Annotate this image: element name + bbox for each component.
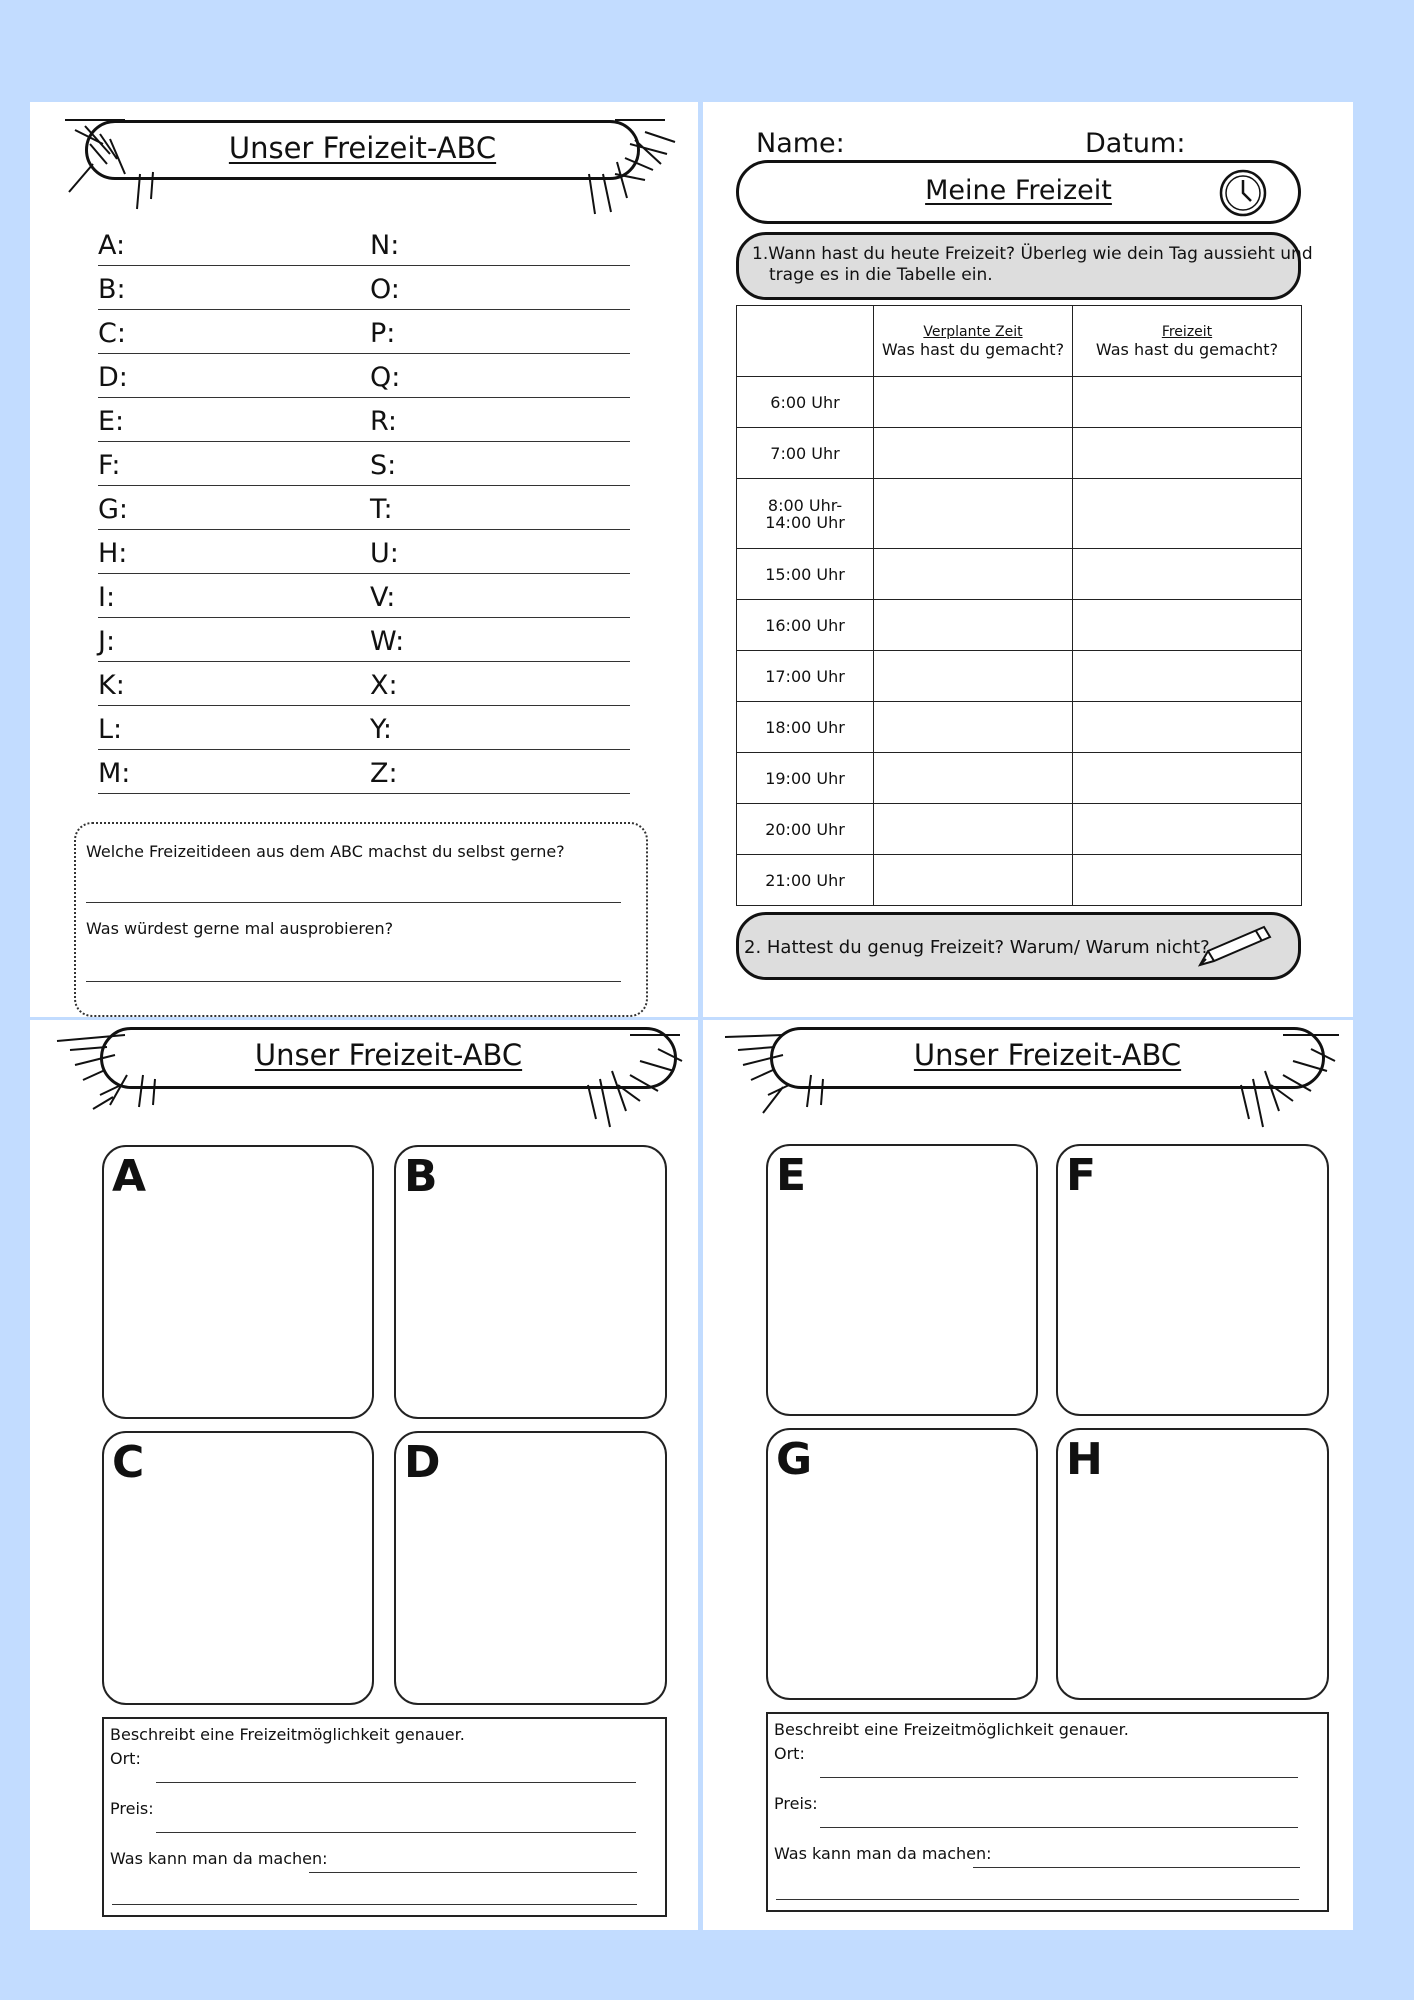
- page-title: Unser Freizeit-ABC: [228, 131, 497, 165]
- question-1: Welche Freizeitideen aus dem ABC machst du selbst gerne?: [86, 842, 565, 861]
- abc-letter-label: D:: [98, 362, 128, 393]
- ort-label: Ort:: [110, 1749, 141, 1768]
- worksheet-abc-cards-a-d: [30, 1020, 698, 1930]
- abc-row-left[interactable]: [98, 442, 376, 486]
- machen-label: Was kann man da machen:: [774, 1844, 992, 1863]
- name-label: Name:: [756, 128, 845, 159]
- abc-row-left[interactable]: [98, 222, 376, 266]
- page-title: Meine Freizeit: [925, 175, 1112, 206]
- clock-icon: [1218, 168, 1268, 218]
- abc-letter-label: H:: [98, 538, 128, 569]
- schedule-row: [737, 804, 1302, 855]
- abc-row-left[interactable]: [98, 354, 376, 398]
- card-c[interactable]: [102, 1431, 374, 1705]
- abc-row-right[interactable]: [370, 398, 630, 442]
- answer-line-2[interactable]: [86, 981, 621, 982]
- time-cell: 20:00 Uhr: [737, 804, 874, 855]
- machen-line[interactable]: [973, 1867, 1300, 1868]
- free-time-cell[interactable]: [1073, 651, 1302, 702]
- machen-label: Was kann man da machen:: [110, 1849, 328, 1868]
- abc-letter-label: T:: [370, 494, 393, 525]
- schedule-row: [737, 549, 1302, 600]
- ort-line[interactable]: [156, 1782, 636, 1783]
- preis-line[interactable]: [156, 1832, 636, 1833]
- card-letter: A: [112, 1151, 147, 1202]
- abc-letter-label: V:: [370, 582, 396, 613]
- answer-line-1[interactable]: [86, 902, 621, 903]
- abc-letter-label: J:: [98, 626, 116, 657]
- time-cell: 17:00 Uhr: [737, 651, 874, 702]
- schedule-row: [737, 479, 1302, 549]
- abc-row-left[interactable]: [98, 486, 376, 530]
- description-title: Beschreibt eine Freizeitmöglichkeit genauer.: [774, 1720, 1129, 1739]
- abc-row-right[interactable]: [370, 222, 630, 266]
- abc-letter-label: Q:: [370, 362, 401, 393]
- planned-time-title: Verplante Zeit: [923, 323, 1023, 340]
- card-a[interactable]: [102, 1145, 374, 1419]
- abc-letter-label: Z:: [370, 758, 398, 789]
- free-time-cell[interactable]: [1073, 600, 1302, 651]
- card-f[interactable]: [1056, 1144, 1329, 1416]
- abc-row-left[interactable]: [98, 398, 376, 442]
- abc-row-right[interactable]: [370, 442, 630, 486]
- card-letter: G: [776, 1434, 813, 1485]
- abc-letter-label: I:: [98, 582, 116, 613]
- time-cell: 8:00 Uhr- 14:00 Uhr: [737, 479, 874, 549]
- abc-row-right[interactable]: [370, 310, 630, 354]
- abc-letter-label: G:: [98, 494, 129, 525]
- free-time-title: Freizeit: [1161, 323, 1213, 340]
- planned-time-subtitle: Was hast du gemacht?: [881, 339, 1065, 359]
- free-time-cell[interactable]: [1073, 702, 1302, 753]
- planned-time-cell[interactable]: [874, 428, 1073, 479]
- abc-letter-label: B:: [98, 274, 126, 305]
- card-letter: D: [404, 1437, 441, 1488]
- free-time-cell[interactable]: [1073, 377, 1302, 428]
- task-2-instruction: [736, 912, 1301, 980]
- time-cell: 16:00 Uhr: [737, 600, 874, 651]
- abc-letter-label: E:: [98, 406, 125, 437]
- preis-label: Preis:: [110, 1799, 154, 1818]
- pencil-icon: [1194, 921, 1274, 971]
- ort-line[interactable]: [820, 1777, 1298, 1778]
- description-box: [102, 1717, 667, 1917]
- schedule-row: [737, 428, 1302, 479]
- card-letter: B: [404, 1151, 438, 1202]
- sun-rays-left-decoration: [723, 1025, 843, 1135]
- schedule-row: [737, 855, 1302, 906]
- sun-rays-left-decoration: [55, 1025, 175, 1135]
- time-cell: 21:00 Uhr: [737, 855, 874, 906]
- abc-letter-label: U:: [370, 538, 399, 569]
- header-free-time: [1073, 306, 1302, 377]
- planned-time-cell[interactable]: [874, 855, 1073, 906]
- planned-time-cell[interactable]: [874, 753, 1073, 804]
- date-label: Datum:: [1085, 128, 1186, 159]
- planned-time-cell[interactable]: [874, 651, 1073, 702]
- page-title: Unser Freizeit-ABC: [913, 1038, 1182, 1072]
- abc-row-right[interactable]: [370, 662, 630, 706]
- abc-row-right[interactable]: [370, 618, 630, 662]
- description-box: [766, 1712, 1329, 1912]
- abc-letter-label: F:: [98, 450, 121, 481]
- free-time-cell[interactable]: [1073, 428, 1302, 479]
- sun-rays-right-decoration: [1223, 1025, 1343, 1135]
- ort-label: Ort:: [774, 1744, 805, 1763]
- card-letter: E: [776, 1150, 807, 1201]
- planned-time-cell[interactable]: [874, 549, 1073, 600]
- task-1-line-1: 1.Wann hast du heute Freizeit? Überleg wie dein Tag aussieht und: [752, 244, 1313, 264]
- card-letter: C: [112, 1437, 145, 1488]
- planned-time-cell[interactable]: [874, 804, 1073, 855]
- free-time-cell[interactable]: [1073, 753, 1302, 804]
- planned-time-cell[interactable]: [874, 479, 1073, 549]
- schedule-row: [737, 702, 1302, 753]
- corner-cell: [737, 306, 874, 377]
- free-time-cell[interactable]: [1073, 804, 1302, 855]
- page-title: Unser Freizeit-ABC: [254, 1038, 523, 1072]
- free-time-cell[interactable]: [1073, 855, 1302, 906]
- abc-row-left[interactable]: [98, 706, 376, 750]
- sun-rays-right-decoration: [570, 1025, 690, 1135]
- planned-time-cell[interactable]: [874, 702, 1073, 753]
- schedule-row: [737, 600, 1302, 651]
- card-e[interactable]: [766, 1144, 1038, 1416]
- abc-letter-label: X:: [370, 670, 398, 701]
- abc-row-right[interactable]: [370, 574, 630, 618]
- time-cell: 7:00 Uhr: [737, 428, 874, 479]
- abc-row-right[interactable]: [370, 266, 630, 310]
- abc-row-right[interactable]: [370, 486, 630, 530]
- free-time-cell[interactable]: [1073, 479, 1302, 549]
- abc-letter-label: W:: [370, 626, 405, 657]
- card-b[interactable]: [394, 1145, 667, 1419]
- abc-row-left[interactable]: [98, 618, 376, 662]
- task-2-text: 2. Hattest du genug Freizeit? Warum/ Warum nicht?: [744, 937, 1210, 958]
- time-cell: 6:00 Uhr: [737, 377, 874, 428]
- abc-row-left[interactable]: [98, 310, 376, 354]
- abc-letter-label: M:: [98, 758, 131, 789]
- preis-label: Preis:: [774, 1794, 818, 1813]
- abc-letter-label: P:: [370, 318, 396, 349]
- abc-row-left[interactable]: [98, 750, 376, 794]
- time-cell: 19:00 Uhr: [737, 753, 874, 804]
- description-title: Beschreibt eine Freizeitmöglichkeit genauer.: [110, 1725, 465, 1744]
- abc-row-right[interactable]: [370, 530, 630, 574]
- abc-letter-label: R:: [370, 406, 398, 437]
- abc-letter-label: N:: [370, 230, 400, 261]
- abc-letter-label: L:: [98, 714, 123, 745]
- title-banner: [736, 160, 1301, 224]
- abc-row-right[interactable]: [370, 354, 630, 398]
- task-1-line-2: trage es in die Tabelle ein.: [769, 265, 993, 285]
- abc-row-left[interactable]: [98, 574, 376, 618]
- time-cell: 18:00 Uhr: [737, 702, 874, 753]
- sun-rays-left-decoration: [55, 114, 155, 214]
- planned-time-cell[interactable]: [874, 377, 1073, 428]
- title-banner: [85, 120, 640, 180]
- time-cell: 15:00 Uhr: [737, 549, 874, 600]
- sun-rays-right-decoration: [575, 114, 685, 224]
- schedule-table: [736, 305, 1302, 906]
- card-letter: H: [1066, 1434, 1103, 1485]
- card-d[interactable]: [394, 1431, 667, 1705]
- schedule-row: [737, 651, 1302, 702]
- abc-letter-label: O:: [370, 274, 400, 305]
- worksheet-abc-cards-e-h: [703, 1020, 1353, 1930]
- abc-row-right[interactable]: [370, 706, 630, 750]
- worksheet-meine-freizeit: [703, 102, 1353, 1017]
- abc-letter-label: Y:: [370, 714, 393, 745]
- card-letter: F: [1066, 1150, 1097, 1201]
- worksheet-abc-list: [30, 102, 698, 1017]
- planned-time-cell[interactable]: [874, 600, 1073, 651]
- preis-line[interactable]: [820, 1827, 1298, 1828]
- header-planned-time: [874, 306, 1073, 377]
- abc-letter-label: S:: [370, 450, 397, 481]
- task-1-instruction: [736, 232, 1313, 300]
- free-time-cell[interactable]: [1073, 549, 1302, 600]
- extra-line[interactable]: [776, 1899, 1299, 1900]
- reflection-box: [74, 822, 648, 1017]
- extra-line[interactable]: [112, 1904, 637, 1905]
- abc-row-left[interactable]: [98, 530, 376, 574]
- abc-letter-label: K:: [98, 670, 125, 701]
- abc-row-right[interactable]: [370, 750, 630, 794]
- card-g[interactable]: [766, 1428, 1038, 1700]
- free-time-subtitle: Was hast du gemacht?: [1095, 339, 1279, 359]
- abc-letter-label: A:: [98, 230, 126, 261]
- question-2: Was würdest gerne mal ausprobieren?: [86, 919, 394, 938]
- card-h[interactable]: [1056, 1428, 1329, 1700]
- schedule-row: [737, 377, 1302, 428]
- abc-letter-label: C:: [98, 318, 126, 349]
- abc-row-left[interactable]: [98, 662, 376, 706]
- abc-row-left[interactable]: [98, 266, 376, 310]
- machen-line[interactable]: [309, 1872, 637, 1873]
- schedule-row: [737, 753, 1302, 804]
